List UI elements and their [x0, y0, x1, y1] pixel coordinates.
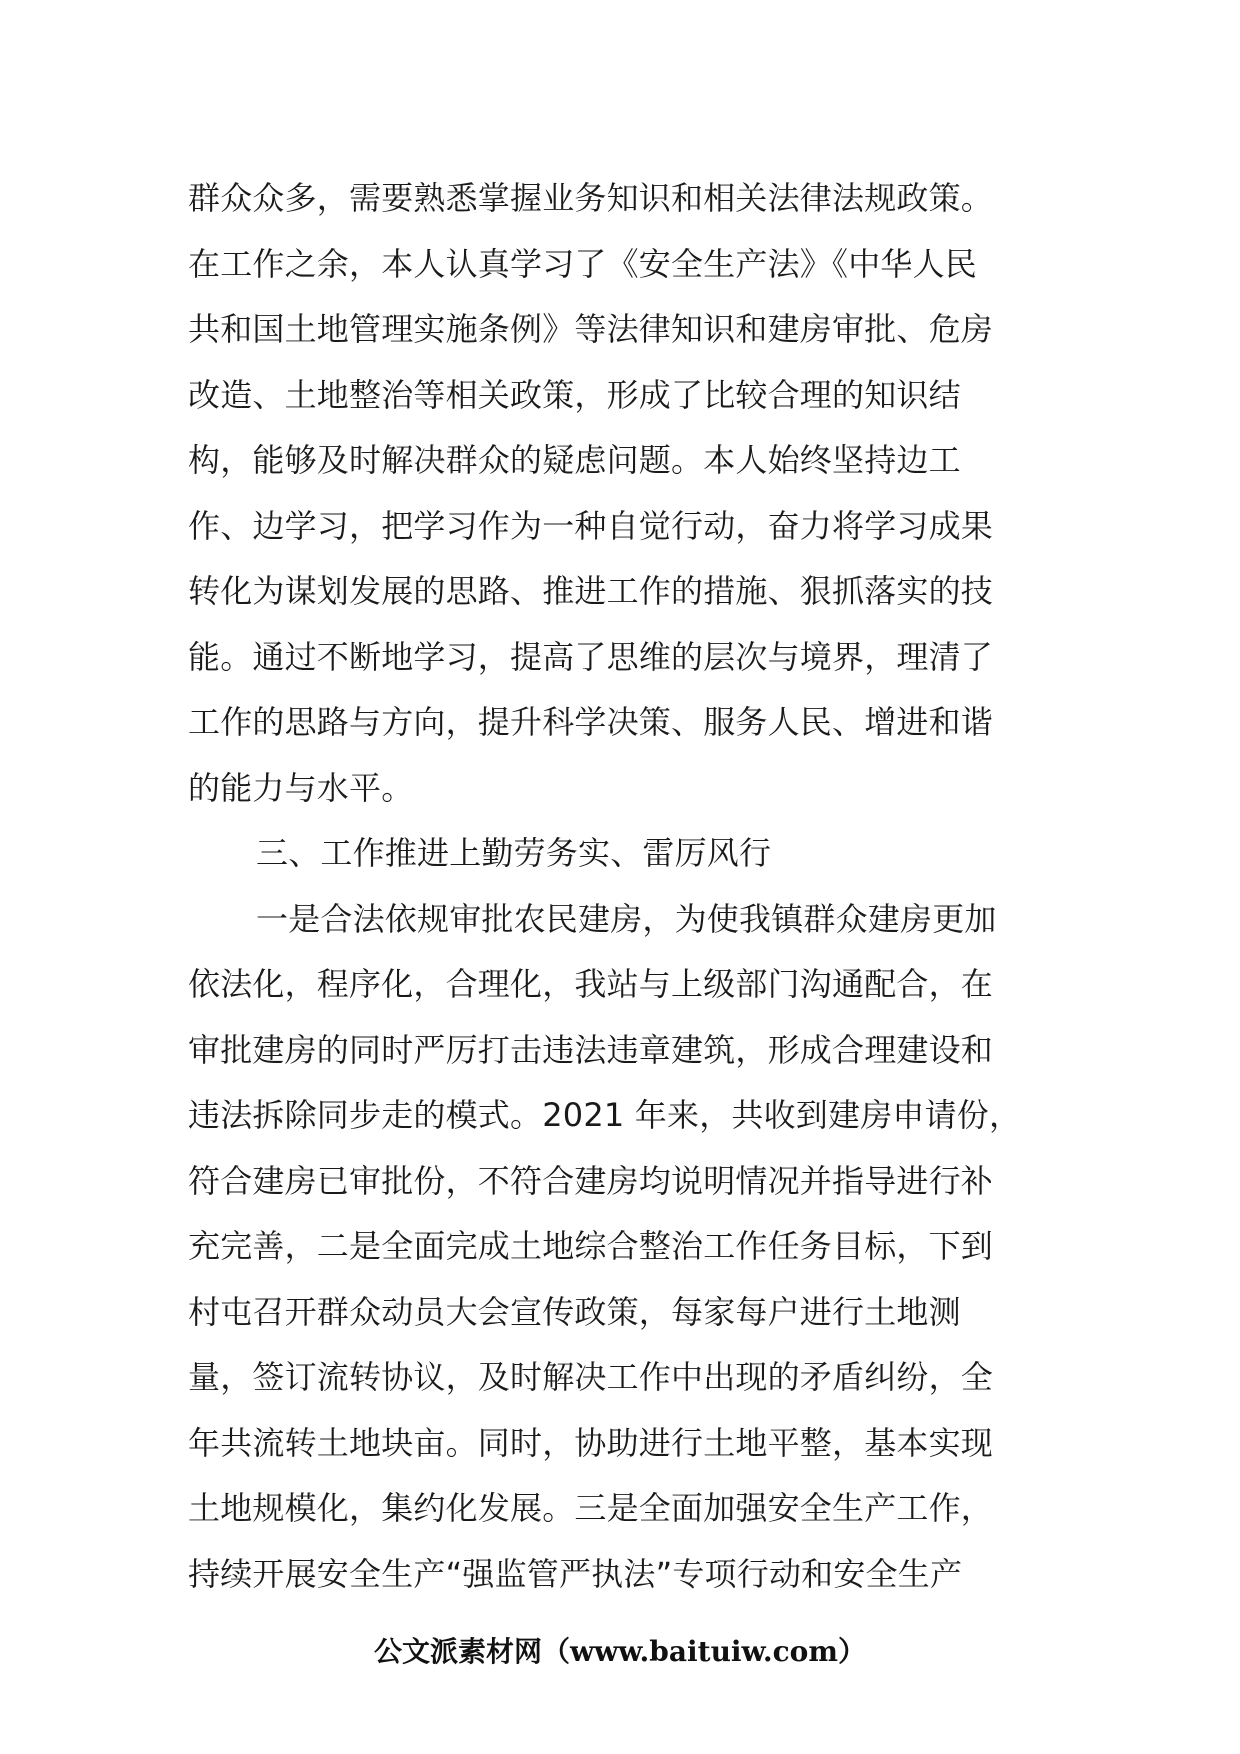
- footer-watermark: 公文派素材网（www.baituiw.com）: [374, 1635, 866, 1668]
- text-line: 共和国土地管理实施条例》等法律知识和建房审批、危房: [188, 310, 994, 348]
- text-line: 依法化，程序化，合理化，我站与上级部门沟通配合，在: [188, 965, 994, 1003]
- text-line: 的能力与水平。: [188, 768, 414, 807]
- text-line: 构，能够及时解决群众的疑虑问题。本人始终坚持边工: [188, 441, 961, 479]
- text-line: 土地规模化，集约化发展。三是全面加强安全生产工作，: [188, 1489, 994, 1527]
- text-line: 量，签订流转协议，及时解决工作中出现的矛盾纠纷，全: [188, 1358, 994, 1396]
- text-line: 审批建房的同时严厉打击违法违章建筑，形成合理建设和: [188, 1030, 994, 1069]
- text-line: 符合建房已审批份，不符合建房均说明情况并指导进行补: [188, 1161, 994, 1200]
- text-line: 一是合法依规审批农民建房，为使我镇群众建房更加: [256, 899, 997, 938]
- text-line: 持续开展安全生产“强监管严执法”专项行动和安全生产: [188, 1554, 963, 1593]
- text-line: 作、边学习，把学习作为一种自觉行动，奋力将学习成果: [188, 506, 994, 545]
- text-line: 村屯召开群众动员大会宣传政策，每家每户进行土地测: [188, 1292, 961, 1331]
- text-line: 能。通过不断地学习，提高了思维的层次与境界，理清了: [188, 637, 994, 676]
- text-line: 在工作之余，本人认真学习了《安全生产法》《中华人民: [188, 244, 978, 283]
- text-line: 年共流转土地块亩。同时，协助进行土地平整，基本实现: [188, 1423, 994, 1462]
- document-body: [188, 166, 1058, 1607]
- text-line: 充完善，二是全面完成土地综合整治工作任务目标，下到: [188, 1227, 994, 1265]
- text-line: 违法拆除同步走的模式。2021 年来，共收到建房申请份，: [188, 1096, 1022, 1134]
- text-line: 群众众多，需要熟悉掌握业务知识和相关法律法规政策。: [188, 179, 994, 217]
- section-heading: 三、工作推进上勤劳务实、雷厉风行: [256, 834, 772, 872]
- text-line: 工作的思路与方向，提升科学决策、服务人民、增进和谐: [188, 703, 994, 741]
- text-line: 转化为谋划发展的思路、推进工作的措施、狠抓落实的技: [188, 572, 994, 610]
- text-line: 改造、土地整治等相关政策，形成了比较合理的知识结: [188, 375, 961, 414]
